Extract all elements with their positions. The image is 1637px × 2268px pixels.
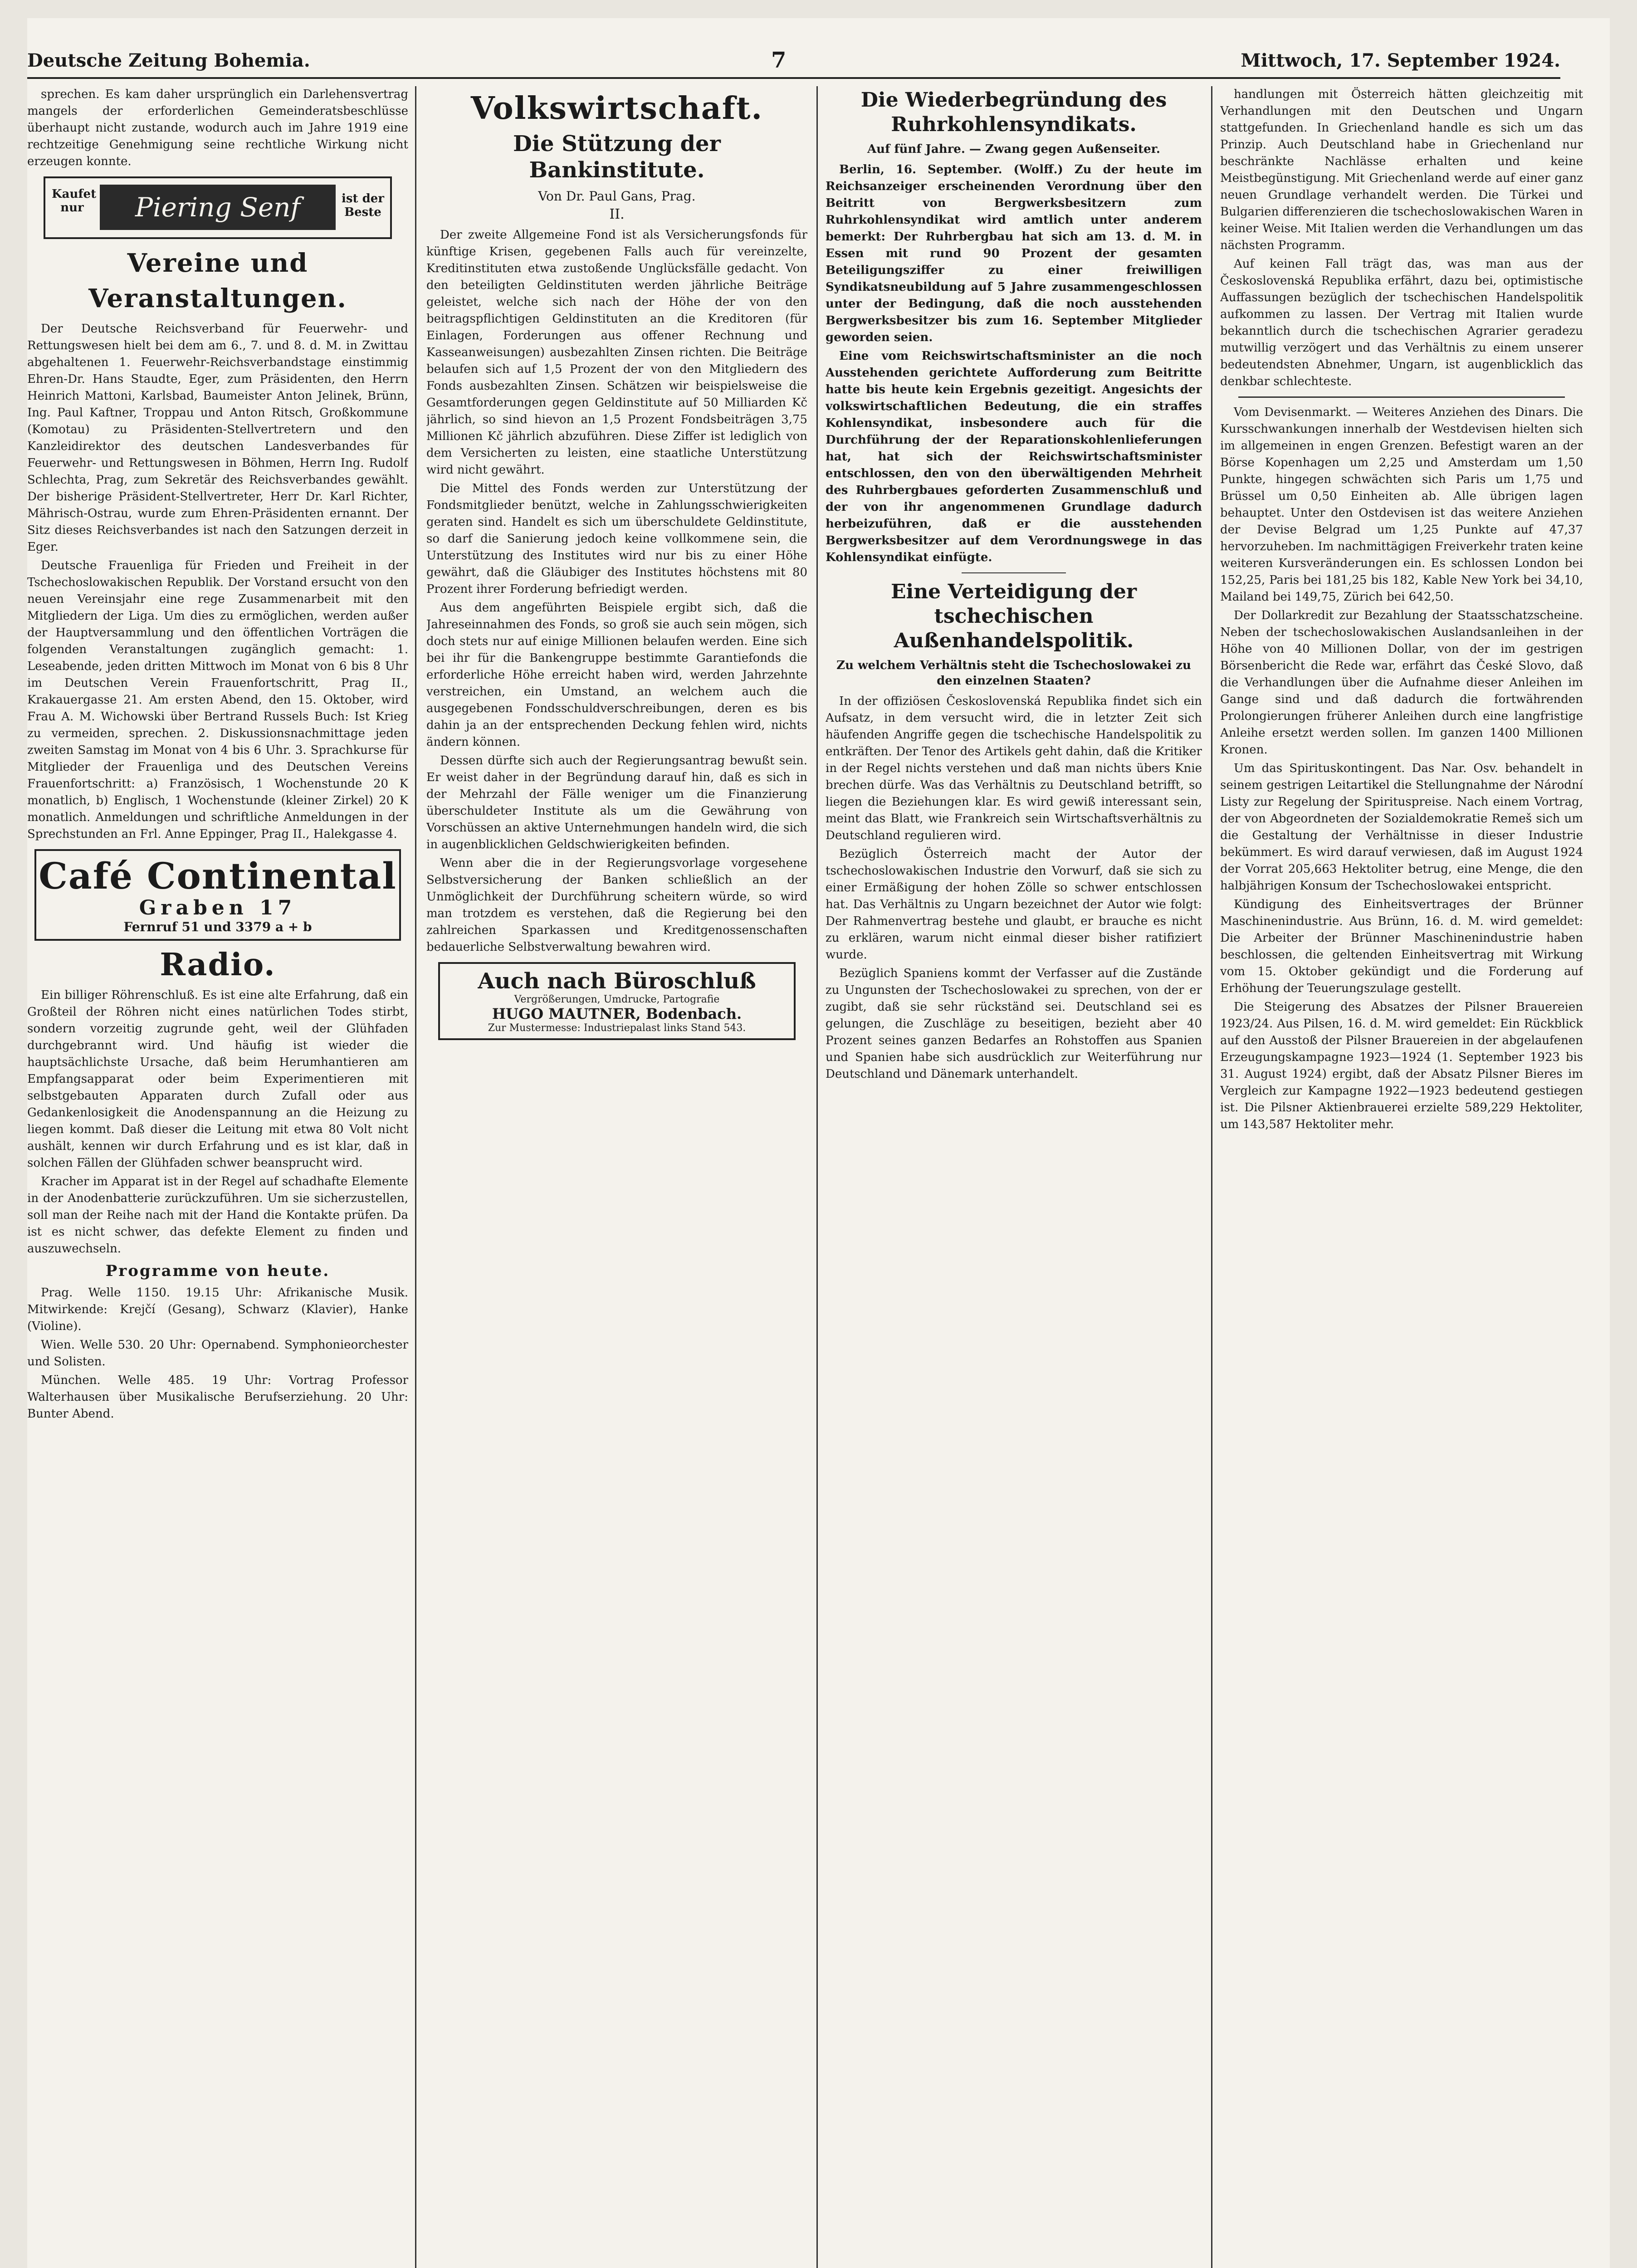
- programme-title: Programme von heute.: [105, 1262, 330, 1280]
- radio-paragraph-1: Ein billiger Röhrenschluß. Es ist eine alte Erfahrung, daß ein Großteil der Röhren nicht eines natürlichen Todes stirbt, sondern vorzeitig zugrunde geht, weil der Glühfaden durchgebrannt wird. Und häufig ist wieder die hauptsächlichste Ursache, daß beim Herumhantieren am Empfangsapparat oder beim Experimentieren mit selbstgebauten Apparaten durch Zufall oder aus Gedankenlosigkeit die Anodenspannung an die Heizung zu liegen kommt. Daß dieser die Leitung mit etwa 80 Volt nicht aushält, kennen wir durch Erfahrung und es ist klar, daß in solchen Fällen der Glühfaden schwer beansprucht wird.: [27, 988, 408, 1170]
- handelspolitik-article-title: Eine Verteidigung der tschechischen Außenhandelspolitik.: [890, 580, 1137, 652]
- ruhr-paragraph-2: Eine vom Reichswirtschaftsminister an die noch Ausstehenden gerichtete Aufforderung zum Beitritte hatte bis heute kein Ergebnis gezeitigt. Angesichts der volkswirtschaftlichen Bedeutung, die ein straffes Kohlensyndikat, insbesondere auch für die Durchführung der der Reparationskohlenlieferungen hat, hat sich der Reichswirtschaftsminister entschlossen, den von den überwältigenden Mehrheit des Ruhrbergbaues geforderten Zusammenschluß und der von ihr angenommenen Grundlage dadurch herbeizuführen, daß er die ausstehenden Bergwerksbesitzer auf dem Verordnungswege in das Kohlensyndikat einfügte.: [826, 349, 1202, 564]
- handelspolitik-subtitle: Zu welchem Verhältnis steht die Tschechoslowakei zu den einzelnen Staaten?: [836, 659, 1191, 688]
- section-separator: [1238, 396, 1565, 398]
- column-4: [1220, 86, 1583, 2268]
- maschinenindustrie-paragraph: Kündigung des Einheitsvertrages der Brünner Maschinenindustrie. Aus Brünn, 16. d. M. wird gemeldet: Die Arbeiter der Brünner Maschinenindustrie haben beschlossen, die geltenden Einheitsvertrag mit Wirkung vom 15. Oktober gekündigt und die Forderung auf Erhöhung der Teuerungszulage gestellt.: [1220, 898, 1583, 995]
- dollarkredit-paragraph: Der Dollarkredit zur Bezahlung der Staatsschatzscheine. Neben der tschechoslowakischen Auslandsanleihen in der Höhe von 40 Millionen Dollar, von der im gestrigen Börsenbericht die Rede war, erfährt das České Slovo, daß die Verhandlungen über die Aufnahme dieser Anleihen im Gange sind und daß dadurch die fortwährenden Prolongierungen früherer Anleihen durch eine langfristige Anleihe ersetzt werden sollen. Im ganzen 1400 Millionen Kronen.: [1220, 609, 1583, 757]
- programme-prag: Prag. Welle 1150. 19.15 Uhr: Afrikanische Musik. Mitwirkende: Krejčí (Gesang), Schwarz (Klavier), Hanke (Violine).: [27, 1286, 408, 1333]
- column-2: [426, 86, 807, 2268]
- ad-kaufet-text: Kaufet nur: [52, 187, 97, 215]
- spirituskontingent-paragraph: Um das Spirituskontingent. Das Nar. Osv. behandelt in seinem gestrigen Leitartikel die Stellungnahme der Národní Listy zur Regelung der Spirituspreise. Nach einem Vortrag, der von Abgeordneten der Sozialdemokratie Remeš sich um die Gestaltung der Verhältnisse in dieser Industrie bekümmert. Es wird darauf verwiesen, daß im August 1924 der Vorrat 205,663 Hektoliter betrug, eine Menge, die den halbjährigen Konsum der Tschechoslowakei entspricht.: [1220, 762, 1583, 893]
- ad-company: HUGO MAUTNER, Bodenbach.: [492, 1005, 742, 1022]
- handelspolitik-paragraph-3: Bezüglich Spaniens kommt der Verfasser auf die Zustände zu Ungunsten der Tschechoslowakei zu sprechen, von der er zugibt, daß sie sehr rückständ sei. Deutschland sei es gelungen, die Zuschläge zu beseitigen, bezieht aber 40 Prozent seines ganzen Bedarfes an Rohstoffen aus Spanien und Spanien habe sich ausdrücklich zur Weiterführung nur Deutschland und Dänemark unterhandelt.: [826, 967, 1202, 1081]
- bank-paragraph-2: Die Mittel des Fonds werden zur Unterstützung der Fondsmitglieder benützt, welche in Zahlungsschwierigkeiten geraten sind. Handelt es sich um überschuldete Geldinstitute, so darf die Sanierung jedoch keine vollkommene sein, die Unterstützung des Institutes wird nur bis zu einer Höhe gewährt, daß die Gläubiger des Institutes höchstens mit 80 Prozent ihrer Forderung befriedigt werden.: [426, 482, 807, 596]
- ruhr-paragraph-1: Berlin, 16. September. (Wolff.) Zu der heute im Reichsanzeiger erscheinenden Verordnung über den Beitritt von Bergwerksbesitzern zum Ruhrkohlensyndikat wird amtlich unter anderem bemerkt: Der Ruhrbergbau hat sich am 13. d. M. in Essen mit rund 90 Prozent der gesamten Beteiligungsziffer zu einer freiwilligen Syndikatsneubildung auf 5 Jahre zusammengeschlossen unter der Bedingung, daß die noch ausstehenden Bergwerksbesitzer bis zum 16. September Mitglieder geworden seien.: [826, 163, 1202, 344]
- bank-paragraph-3: Aus dem angeführten Beispiele ergibt sich, daß die Jahreseinnahmen des Fonds, so groß sie auch sein mögen, sich doch stets nur auf einige Millionen belaufen werden. Eine sich bei ihr für die Bankengruppe bestimmte Garantiefonds die erforderliche Höhe erreicht haben wird, werden Jahrzehnte verstreichen, ein Umstand, an welchem auch die ausgegebenen Fondsschuldverschreibungen, deren es bis dahin ja an der entsprechenden Deckung fehlen wird, nichts ändern können.: [426, 601, 807, 749]
- page-header: [27, 23, 1560, 79]
- senf-advertisement: [44, 176, 392, 239]
- handelspolitik-continued-1: handlungen mit Österreich hätten gleichzeitig mit Verhandlungen mit den Deutschen und Ungarn stattgefunden. In Griechenland handle es sich um das Prinzip. Auch Deutschland habe in Griechenland nur beschränkte Nachlässe erhalten und keine Meistbegünstigung. Mit Griechenland werde auf einer ganz neuen Grundlage verhandelt werden. Die Türkei und Bulgarien differenzieren die tschechoslowakischen Waren in keiner Weise. Mit Italien werden die Verhandlungen um das nächsten Programm.: [1220, 88, 1583, 252]
- column-rule-1: [415, 86, 416, 2268]
- radio-section-title: Radio.: [160, 947, 276, 983]
- handelspolitik-paragraph-1: In der offiziösen Československá Republika findet sich ein Aufsatz, in dem versucht wird, die in letzter Zeit sich häufenden Angriffe gegen die tschechische Handelspolitik zu entkräften. Der Tenor des Artikels geht dahin, daß die Kritiker in der Regel nichts verstehen und daß man nichts übers Knie brechen dürfe. Was das Verhältnis zu Deutschland betrifft, so liegen die Beziehungen klar. Es wird gewiß interessant sein, meint das Blatt, wie Frankreich sein Wirtschaftsverhältnis zu Deutschland regulieren wird.: [826, 694, 1202, 842]
- cafe-continental-advertisement: [34, 849, 401, 941]
- page-number: 7: [771, 48, 787, 73]
- vereine-paragraph-2: Deutsche Frauenliga für Frieden und Freiheit in der Tschechoslowakischen Republik. Der Vorstand ersucht von den neuen Vereinsjahr eine rege Zusammenarbeit mit den Mitgliedern der Liga. Um dies zu ermöglichen, werden außer der Hauptversammlung und den öffentlichen Vorträgen die folgenden Veranstaltungen zugänglich gemacht: 1. Leseabende, jeden dritten Mittwoch im Monat von 6 bis 8 Uhr im Deutschen Verein Frauenfortschritt, Prag II., Krakauergasse 21. Am ersten Abend, den 15. Oktober, wird Frau A. M. Wichowski über Bertrand Russels Buch: Ist Krieg zu vermeiden, sprechen. 2. Diskussionsnachmittage jeden zweiten Samstag im Monat von 4 bis 6 Uhr. 3. Sprachkurse für Mitglieder der Frauenliga und des Deutschen Vereins Frauenfortschritt: a) Französisch, 1 Wochenstunde 20 K monatlich, b) Englisch, 1 Wochenstunde (kleiner Zirkel) 20 K monatlich. Anmeldungen und schriftliche Anmeldungen in der Sprechstunden an Frl. Anne Eppinger, Prag II., Halekgasse 4.: [27, 559, 408, 841]
- mautner-advertisement: [438, 962, 796, 1040]
- newspaper-name: Deutsche Zeitung Bohemia.: [27, 50, 310, 71]
- bankinstitute-article-title: Die Stützung der Bankinstitute.: [513, 131, 721, 183]
- programme-muenchen: München. Welle 485. 19 Uhr: Vortrag Professor Walterhausen über Musikalische Berufserziehung. 20 Uhr: Bunter Abend.: [27, 1374, 408, 1421]
- ad-title: Auch nach Büroschluß: [478, 968, 756, 994]
- article-part-number: II.: [609, 206, 625, 222]
- bank-paragraph-4: Dessen dürfte sich auch der Regierungsantrag bewußt sein. Er weist daher in der Begründung darauf hin, daß es sich in der Mehrzahl der Fälle weniger um die Finanzierung überschuldeter Institute als um die Gewährung von Vorschüssen an aktive Unternehmungen handeln wird, die sich in augenblicklichen Geldschwierigkeiten befinden.: [426, 754, 807, 851]
- devisenmarkt-paragraph: Vom Devisenmarkt. — Weiteres Anziehen des Dinars. Die Kursschwankungen innerhalb der Westdevisen hielten sich im allgemeinen in engen Grenzen. Befestigt waren an der Börse Kopenhagen um 2,25 und Amsterdam um 1,50 Punkte, hingegen schwächten sich Paris um 1,75 und Brüssel um 0,50 Einheiten ab. Alle übrigen lagen behauptet. Unter den Ostdevisen ist das weitere Anziehen der Devise Belgrad um 1,25 Punkte auf 47,37 hervorzuheben. Im nachmittägigen Freiverkehr traten keine weiteren Kursveränderungen ein. Es schlossen London bei 152,25, Paris bei 181,25 bis 182, Kable New York bei 34,10, Mailand bei 149,75, Zürich bei 642,50.: [1220, 406, 1583, 604]
- column-rule-2: [816, 86, 818, 2268]
- ad-stand: Zur Mustermesse: Industriepalast links Stand 543.: [488, 1022, 746, 1034]
- vereine-section-title: Vereine und Veranstaltungen.: [88, 248, 347, 313]
- handelspolitik-paragraph-2: Bezüglich Österreich macht der Autor der tschechoslowakischen Industrie den Vorwurf, daß sie sich zu einer Ermäßigung der hohen Zölle so schwer entschlossen hat. Das Verhältnis zu Ungarn bezeichnet der Autor wie folgt: Der Rahmenvertrag bestehe und glaubt, er brauche es nicht zu erklären, warum nicht einmal dieser bisher ratifiziert wurde.: [826, 847, 1202, 962]
- bank-paragraph-1: Der zweite Allgemeine Fond ist als Versicherungsfonds für künftige Krisen, gegebenen Falls auch für vereinzelte, Kreditinstituten etwa zustoßende Unglücksfälle gedacht. Von den beteiligten Geldinstituten werden jährliche Beiträge geleistet, welche sich nach der Höhe der von den beitragspflichtigen Geldinstituten an die Kreditoren (für Einlagen, Forderungen aus offener Rechnung und Kasseanweisungen) ausbezahlten Zinsen richten. Die Beiträge belaufen sich auf 1,5 Prozent der von den Mitgliedern des Fonds ausbezahlten Zinsen. Schätzen wir beispielsweise die Gesamtforderungen gegen Geldinstitute auf 50 Milliarden Kč jährlich, so sind hievon an 1,5 Prozent Fondsbeiträgen 3,75 Millionen Kč jährlich abzuführen. Diese Ziffer ist lediglich von dem Versicherten zu leisten, eine staatliche Unterstützung wird nicht gewährt.: [426, 228, 807, 477]
- ruhr-article-subtitle: Auf fünf Jahre. — Zwang gegen Außenseiter.: [867, 142, 1160, 156]
- bank-paragraph-5: Wenn aber die in der Regierungsvorlage vorgesehene Selbstversicherung der Banken schließlich an der Unmöglichkeit der Durchführung scheitern würde, so wird man trotzdem es verstehen, daß die Regierung bei den zahlreichen Sparkassen und Kreditgenossenschaften bedauerliche Selbstverwaltung bewahren wird.: [426, 856, 807, 954]
- programme-wien: Wien. Welle 530. 20 Uhr: Opernabend. Symphonieorchester und Solisten.: [27, 1338, 408, 1369]
- radio-paragraph-2: Kracher im Apparat ist in der Regel auf schadhafte Elemente in der Anodenbatterie zurückzuführen. Um sie sicherzustellen, soll man der Reihe nach mit der Hand die Kontakte prüfen. Da ist es nicht schwer, das defekte Element zu finden und auszuwechseln.: [27, 1175, 408, 1256]
- handelspolitik-continued-2: Auf keinen Fall trägt das, was man aus der Československá Republika erfährt, dazu bei, optimistische Auffassungen bezüglich der tschechischen Handelspolitik aufkommen zu lassen. Der Vertrag mit Italien wurde bekanntlich durch die tschechischen Agrarier geradezu mutwillig verzögert und das Verhältnis zu einem unserer bedeutendsten Abnehmer, Ungarn, ist augenblicklich das denkbar schlechteste.: [1220, 257, 1583, 388]
- ruhr-article-title: Die Wiederbegründung des Ruhrkohlensyndikats.: [860, 88, 1167, 136]
- pilsner-brauereien-paragraph: Die Steigerung des Absatzes der Pilsner Brauereien 1923/24. Aus Pilsen, 16. d. M. wird gemeldet: Ein Rückblick auf den Ausstoß der Pilsner Brauereien in der abgelaufenen Erzeugungskampagne 1923—1924 (1. September 1923 bis 31. August 1924) ergibt, daß der Absatz Pilsner Bieres im Vergleich zur Kampagne 1922—1923 bedeutend gestiegen ist. Die Pilsner Aktienbrauerei erzielte 589,229 Hektoliter, um 143,587 Hektoliter mehr.: [1220, 1000, 1583, 1131]
- article-author: Von Dr. Paul Gans, Prag.: [538, 189, 696, 204]
- column-3: [826, 86, 1202, 2268]
- column-1: [27, 86, 408, 2268]
- intro-paragraph: sprechen. Es kam daher ursprünglich ein Darlehensvertrag mangels der erforderlichen Gemeinderatsbeschlüsse überhaupt nicht zustande, wodurch auch im Jahre 1919 eine rechtzeitige Genehmigung seine rechtliche Wirkung nicht erzeugen konnte.: [27, 88, 408, 168]
- cafe-phone: Fernruf 51 und 3379 a + b: [123, 919, 312, 934]
- volkswirtschaft-section-title: Volkswirtschaft.: [470, 90, 763, 127]
- cafe-address: Graben 17: [139, 896, 297, 919]
- ad-best-text: ist der Beste: [342, 192, 384, 219]
- issue-date: Mittwoch, 17. September 1924.: [1241, 50, 1560, 71]
- vereine-paragraph-1: Der Deutsche Reichsverband für Feuerwehr- und Rettungswesen hielt bei dem am 6., 7. und 8. d. M. in Zwittau abgehaltenen 1. Feuerwehr-Reichsverbandstage einstimmig Ehren-Dr. Hans Staudte, Eger, zum Präsidenten, den Herrn Heinrich Mattoni, Karlsbad, Baumeister Anton Jelinek, Brünn, Ing. Paul Kaftner, Troppau und Anton Ritsch, Großkommune (Komotau) zu Präsidenten-Stellvertretern und den Kanzleidirektor des deutschen Landesverbandes für Feuerwehr- und Rettungswesen in Böhmen, Herrn Ing. Rudolf Schlechta, Prag, zum Sekretär des Reichsverbandes gewählt. Der bisherige Präsident-Stellvertreter, Herr Dr. Karl Richter, Mährisch-Ostrau, wurde zum Ehren-Präsidenten ernannt. Der Sitz dieses Reichsverbandes ist nach den Satzungen derzeit in Eger.: [27, 322, 408, 554]
- column-rule-3: [1211, 86, 1212, 2268]
- ad-services: Vergrößerungen, Umdrucke, Partografie: [514, 994, 720, 1005]
- cafe-name: Café Continental: [39, 855, 397, 897]
- ad-brand-name: Piering Senf: [100, 185, 336, 230]
- article-separator: [962, 572, 1066, 573]
